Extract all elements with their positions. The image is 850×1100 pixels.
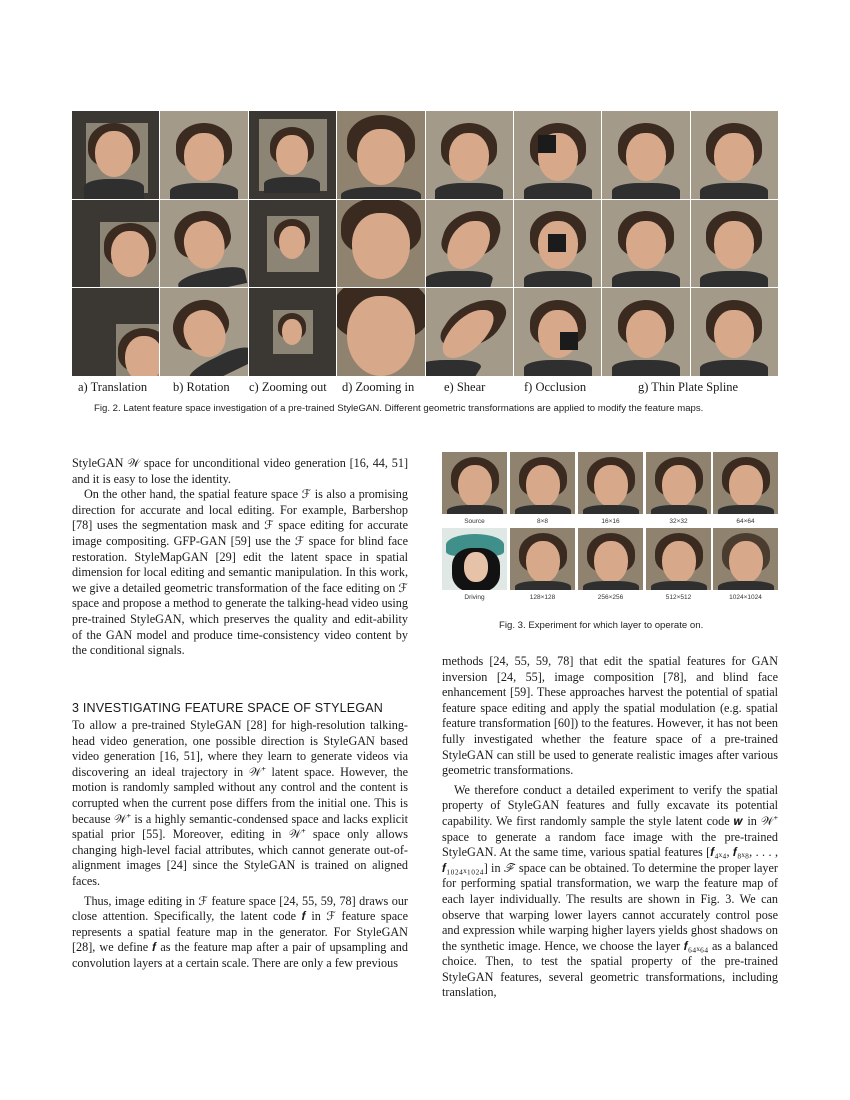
fig2-label-translation: a) Translation xyxy=(78,380,148,394)
left-column-top xyxy=(72,456,408,659)
fig2-zoom-out-row1 xyxy=(249,111,336,199)
fig3-label-1024x1024: 1024×1024 xyxy=(729,594,762,601)
fig3-driving-image xyxy=(442,528,507,590)
fig2-rotation-row2 xyxy=(160,200,247,288)
fig2-zoom-out-row3 xyxy=(249,288,336,376)
left-paragraph-3: To allow a pre-trained StyleGAN [28] for high-resolution talking-head video generation, one possible direction is StyleGAN based video generation [16, 51], where they learn to generate videos via discovering an ideal trajectory in 𝒲⁺ latent space. However, the motion is randomly sampled without any control and the content is corrupted when the current pose differs from the initial one. This is because 𝒲⁺ is a highly semantic-condensed space and lacks explicit spatial prior [55]. Moreover, editing in 𝒲⁺ space only allows changing high-level facial attributes, which cannot generate out-of-alignment images [24] since the StyleGAN is trained on aligned faces. xyxy=(72,718,408,888)
fig2-tps-row3a xyxy=(602,288,689,376)
fig2-occlusion-row1 xyxy=(514,111,601,199)
fig3-label-256x256: 256×256 xyxy=(597,594,624,601)
fig2-tps-row1b xyxy=(691,111,778,199)
fig3-label-16x16: 16×16 xyxy=(601,518,620,525)
fig2-label-rotation: b) Rotation xyxy=(173,380,230,394)
left-paragraph-1: StyleGAN 𝒲 space for unconditional video generation [16, 44, 51] and it is easy to lose the identity. xyxy=(72,456,408,486)
left-column-bottom xyxy=(72,718,408,972)
right-column xyxy=(442,654,778,1001)
fig3-8x8-image xyxy=(510,452,575,514)
fig2-shear-row1 xyxy=(426,111,513,199)
figure-3 xyxy=(442,452,778,602)
figure-2-image-grid xyxy=(72,111,778,376)
fig2-tps-row2b xyxy=(691,200,778,288)
fig2-occlusion-row3 xyxy=(514,288,601,376)
fig2-rotation-row1 xyxy=(160,111,247,199)
fig3-1024x1024-image xyxy=(713,528,778,590)
fig2-zoom-in-row1 xyxy=(337,111,424,199)
fig3-label-512x512: 512×512 xyxy=(665,594,692,601)
figure-3-caption: Fig. 3. Experiment for which layer to operate on. xyxy=(499,620,704,631)
fig3-label-8x8: 8×8 xyxy=(536,518,549,525)
fig2-translation-row2 xyxy=(72,200,159,288)
fig2-shear-row2 xyxy=(426,200,513,288)
left-paragraph-2: On the other hand, the spatial feature space ℱ is also a promising direction for accurate and local editing. For example, Barbershop [78] uses the segmentation mask and ℱ space editing for accurate image compositing. GFP-GAN [59] use the ℱ space for blind face restoration. StyleMapGAN [29] edit the latent space in spatial dimension for local editing and semantic manipulation. In this work, we give a detailed geometric transformation of the face editing on ℱ space and propose a method to generate the talking-head video using pre-trained StyleGAN, which preserves the quality and edit-ability of the GAN model and produce time-consistency video content by the conditional signals. xyxy=(72,487,408,658)
fig3-label-64x64: 64×64 xyxy=(736,518,755,525)
fig3-32x32-image xyxy=(646,452,711,514)
fig2-label-occlusion: f) Occlusion xyxy=(524,380,587,394)
fig3-256x256-image xyxy=(578,528,643,590)
fig3-label-32x32: 32×32 xyxy=(669,518,688,525)
fig3-64x64-image xyxy=(713,452,778,514)
fig2-label-tps: g) Thin Plate Spline xyxy=(638,380,739,394)
fig3-512x512-image xyxy=(646,528,711,590)
fig2-shear-row3 xyxy=(426,288,513,376)
fig3-label-128x128: 128×128 xyxy=(529,594,556,601)
figure-2-labels xyxy=(72,380,778,396)
fig3-label-source: Source xyxy=(464,518,485,525)
fig3-16x16-image xyxy=(578,452,643,514)
figure-2-caption: Fig. 2. Latent feature space investigation of a pre-trained StyleGAN. Different geometric transformations are applied to modify the feature maps. xyxy=(94,403,704,414)
right-paragraph-1: methods [24, 55, 59, 78] that edit the spatial features for GAN inversion [24, 55], image composition [78], and blind face enhancement [59]. These approaches harvest the potential of spatial feature space editing and apply the spatial modulation (e.g. spatial feature transformation [60]) to the features. However, it has not been fully investigated whether the feature space of a pre-trained StyleGAN can still be used to generate realistic images after various geometric transformations. xyxy=(442,654,778,778)
fig2-tps-row2a xyxy=(602,200,689,288)
fig2-label-zoom-in: d) Zooming in xyxy=(342,380,415,394)
section-heading: 3 INVESTIGATING FEATURE SPACE OF STYLEGAN xyxy=(72,701,384,715)
right-paragraph-2: We therefore conduct a detailed experiment to verify the spatial property of StyleGAN features and fully excavate its potential capability. We first randomly sample the style latent code 𝒘 in 𝒲⁺ space to generate a random face image with the pre-trained StyleGAN. At the same time, various spatial features [𝒇₄ₓ₄, 𝒇₈ₓ₈, . . . , 𝒇₁₀₂₄ₓ₁₀₂₄] in ℱ space can be obtained. To determine the proper layer for performing spatial transformation, we warp the feature map of each layer individually. The results are shown in Fig. 3. We can observe that warping lower layers cannot accurately control pose and expression while warping higher layers yields ghost shadows on the synthetic image. Hence, we choose the layer 𝒇₆₄ₓ₆₄ as a balanced choice. Then, to test the spatial property of the pre-trained StyleGAN features, several geometric transformations, including translation, xyxy=(442,782,778,1000)
fig3-source-image xyxy=(442,452,507,514)
fig2-rotation-row3 xyxy=(160,288,247,376)
fig2-zoom-out-row2 xyxy=(249,200,336,288)
fig2-tps-row3b xyxy=(691,288,778,376)
fig2-zoom-in-row2 xyxy=(337,200,424,288)
fig2-label-zoom-out: c) Zooming out xyxy=(249,380,327,394)
fig2-occlusion-row2 xyxy=(514,200,601,288)
fig3-label-driving: Driving xyxy=(464,594,485,601)
fig2-zoom-in-row3 xyxy=(337,288,424,376)
fig3-128x128-image xyxy=(510,528,575,590)
left-paragraph-4: Thus, image editing in ℱ feature space [24, 55, 59, 78] draws our close attention. Specifically, the latent code 𝒇 in ℱ feature space represents a spatial feature map in the generator. For StyleGAN [28], we define 𝒇 as the feature map after a pair of upsampling and convolution layers at a certain scale. There are only a few previous xyxy=(72,893,408,970)
fig2-tps-row1a xyxy=(602,111,689,199)
fig2-translation-row1 xyxy=(72,111,159,199)
fig2-translation-row3 xyxy=(72,288,159,376)
fig2-label-shear: e) Shear xyxy=(444,380,486,394)
